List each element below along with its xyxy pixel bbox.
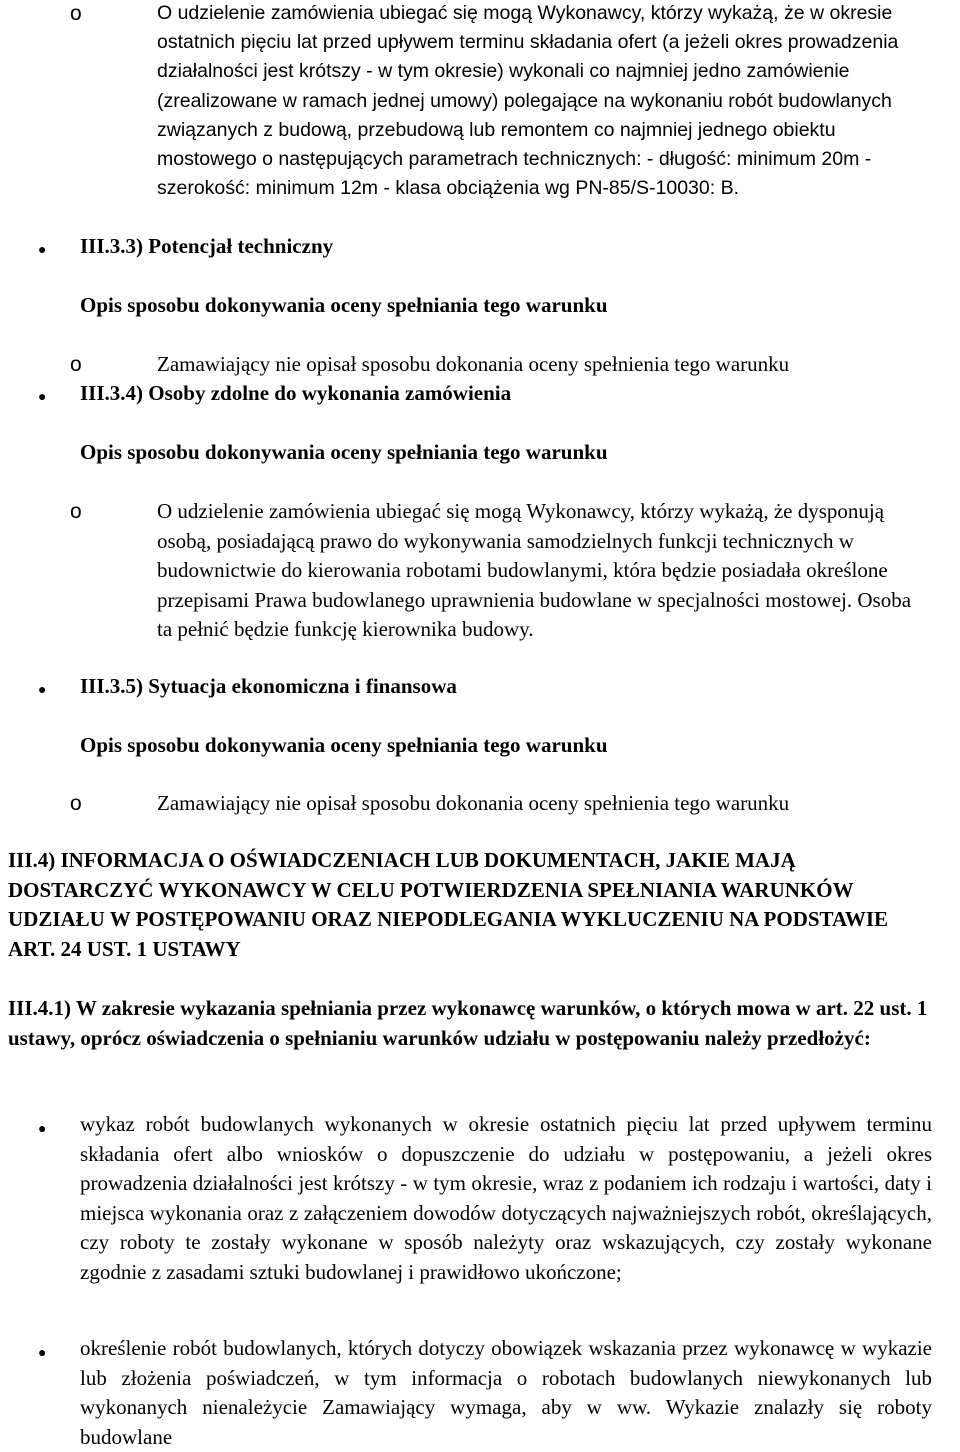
- document-list-item: określenie robót budowlanych, których dotyczy obowiązek wskazania przez wykonawcę w wykazie lub złożenia poświadczeń, w tym informacja o robotach budowlanych niewykonanych lub wykonanych nienależycie Zamawiający wymaga, aby w ww. Wykazie znalazły się roboty budowlane: [80, 1336, 932, 1449]
- bullet-icon: ●: [38, 683, 47, 698]
- bullet-icon: ●: [38, 1122, 47, 1137]
- requirement-item-text: O udzielenie zamówienia ubiegać się mogą Wykonawcy, którzy wykażą, że w okresie ostatnich pięciu lat przed upływem terminu składania ofert (a jeżeli okres prowadzenia działalności jest krótszy - w tym okresie) wykonali co najmniej jedno zamówienie (zrealizowane w ramach jednej umowy) polegające na wykonaniu robót budowlanych związanych z budową, przebudową lub remontem co najmniej jednego obiektu mostowego o następujących parametrach technicznych: - długość: minimum 20m - szerokość: minimum 12m - klasa obciążenia wg PN-85/S-10030: B.: [157, 2, 899, 200]
- section-heading-3-3-4: III.3.4) Osoby zdolne do wykonania zamówienia: [80, 381, 512, 405]
- assessment-method-label: Opis sposobu dokonywania oceny spełniania tego warunku: [80, 293, 608, 317]
- assessment-method-text: O udzielenie zamówienia ubiegać się mogą Wykonawcy, którzy wykażą, że dysponują osobą, posiadającą prawo do wykonywania samodzielnych funkcji technicznych w budownictwie do kierowania robotami budowlanymi, która będzie posiadała określone przepisami Prawa budowlanego uprawnienia budowlane w specjalności mostowej. Osoba ta pełnić będzie funkcję kierownika budowy.: [157, 499, 912, 641]
- list-marker: o: [70, 2, 82, 25]
- assessment-method-label: Opis sposobu dokonywania oceny spełniania tego warunku: [80, 733, 608, 757]
- section-heading-3-3-5: III.3.5) Sytuacja ekonomiczna i finansowa: [80, 674, 457, 698]
- section-heading-3-4-1: III.4.1) W zakresie wykazania spełniania przez wykonawcę warunków, o których mowa w art. 22 ust. 1 ustawy, oprócz oświadczenia o spełnianiu warunków udziału w postępowaniu należy przedłożyć:: [8, 996, 928, 1050]
- bullet-icon: ●: [38, 243, 47, 258]
- section-heading-3-4: III.4) INFORMACJA O OŚWIADCZENIACH LUB DOKUMENTACH, JAKIE MAJĄ DOSTARCZYĆ WYKONAWCY W CELU POTWIERDZENIA SPEŁNIANIA WARUNKÓW UDZIAŁU W POSTĘPOWANIU ORAZ NIEPODLEGANIA WYKLUCZENIU NA PODSTAWIE ART. 24 UST. 1 USTAWY: [8, 848, 889, 961]
- list-marker: o: [70, 353, 82, 376]
- section-heading-3-3-3: III.3.3) Potencjał techniczny: [80, 234, 334, 258]
- assessment-method-label: Opis sposobu dokonywania oceny spełniania tego warunku: [80, 440, 608, 464]
- list-marker: o: [70, 500, 82, 523]
- assessment-method-text: Zamawiający nie opisał sposobu dokonania oceny spełnienia tego warunku: [157, 791, 790, 815]
- list-marker: o: [70, 792, 82, 815]
- bullet-icon: ●: [38, 1346, 47, 1361]
- document-list-item: wykaz robót budowlanych wykonanych w okresie ostatnich pięciu lat przed upływem terminu składania ofert albo wniosków o dopuszczenie do udziału w postępowaniu, a jeżeli okres prowadzenia działalności jest krótszy - w tym okresie, wraz z podaniem ich rodzaju i wartości, daty i miejsca wykonania oraz z załączeniem dowodów dotyczących najważniejszych robót, określających, czy roboty te zostały wykonane w sposób należyty oraz wskazujących, czy zostały wykonane zgodnie z zasadami sztuki budowlanej i prawidłowo ukończone;: [80, 1112, 932, 1284]
- bullet-icon: ●: [38, 390, 47, 405]
- assessment-method-text: Zamawiający nie opisał sposobu dokonania oceny spełnienia tego warunku: [157, 352, 790, 376]
